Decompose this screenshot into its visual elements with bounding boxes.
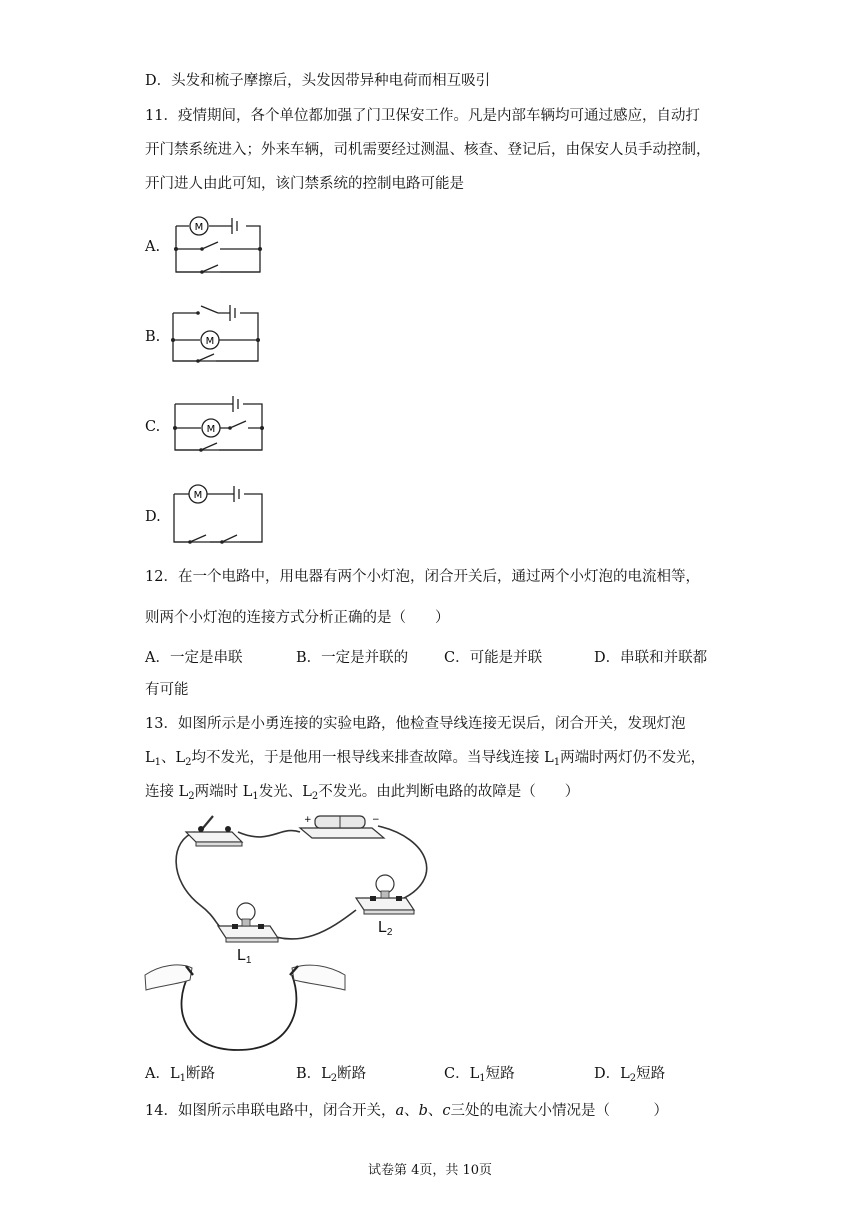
lamp-l2 [356, 875, 414, 914]
q12-option-b: B．一定是并联的 [296, 650, 409, 666]
q14-stem: 14．如图所示串联电路中，闭合开关，a、b、c三处的电流大小情况是（ ） [145, 1103, 669, 1119]
q13-option-d: D．$L_2$短路 [594, 1066, 666, 1084]
battery-holder [300, 815, 384, 838]
q13-option-c: C．$L_1$短路 [444, 1066, 515, 1084]
q13-option-a: A．$L_1$断路 [145, 1066, 215, 1084]
q13-stem-line3: 连接 $L_2$两端时 $L_1$发光、$L_2$不发光。由此判断电路的故障是（ ） [145, 784, 580, 802]
svg-text:M: M [193, 490, 203, 501]
motor-symbol-label: M [194, 222, 204, 233]
right-hand [290, 965, 345, 990]
page-footer: 试卷第 4页，共 10页 [367, 1163, 493, 1178]
q13-stem-line2: $L_1$、$L_2$均不发光，于是他用一根导线来排查故障。当导线连接 $L_1$两端时两灯仍不发光， [145, 750, 706, 768]
q12-stem-line2: 则两个小灯泡的连接方式分析正确的是（ ） [145, 610, 450, 626]
q12-stem-line1: 12．在一个电路中，用电器有两个小灯泡，闭合开关后，通过两个小灯泡的电流相等， [145, 569, 700, 585]
q11-stem-line2: 开门禁系统进入；外来车辆，司机需要经过测温、核查、登记后，由保安人员手动控制， [145, 142, 711, 158]
knife-switch [186, 816, 242, 846]
test-wire [181, 972, 296, 1050]
q11-stem-line1: 11．疫情期间，各个单位都加强了门卫保安工作。凡是内部车辆均可通过感应，自动打 [145, 108, 700, 124]
q10-option-d: D．头发和梳子摩擦后，头发因带异种电荷而相互吸引 [145, 73, 491, 89]
svg-text:+: + [304, 815, 312, 825]
svg-text:M: M [206, 424, 216, 435]
q12-option-d: D．串联和并联都 [594, 650, 708, 666]
q13-stem-line1: 13．如图所示是小勇连接的实验电路，他检查导线连接无误后，闭合开关，发现灯泡 [145, 716, 686, 732]
svg-text:M: M [205, 336, 215, 347]
svg-text:−: − [372, 815, 380, 825]
left-hand [145, 965, 193, 990]
q11-option-c-label: C. [145, 419, 161, 435]
q11-option-d-label: D. [145, 509, 161, 525]
label-l2: $L_2$ [378, 919, 393, 938]
q12-option-a: A．一定是串联 [145, 650, 243, 666]
q11-stem-line3: 开门进人由此可知，该门禁系统的控制电路可能是 [145, 176, 464, 192]
label-l1: $L_1$ [237, 947, 252, 966]
q11-option-a-label: A. [145, 239, 161, 255]
q13-option-b: B．$L_2$断路 [296, 1066, 367, 1084]
q11-option-b-label: B. [145, 329, 161, 345]
q12-option-c: C．可能是并联 [444, 650, 543, 666]
lamp-l1 [218, 903, 278, 942]
q12-option-d-cont: 有可能 [145, 682, 189, 698]
